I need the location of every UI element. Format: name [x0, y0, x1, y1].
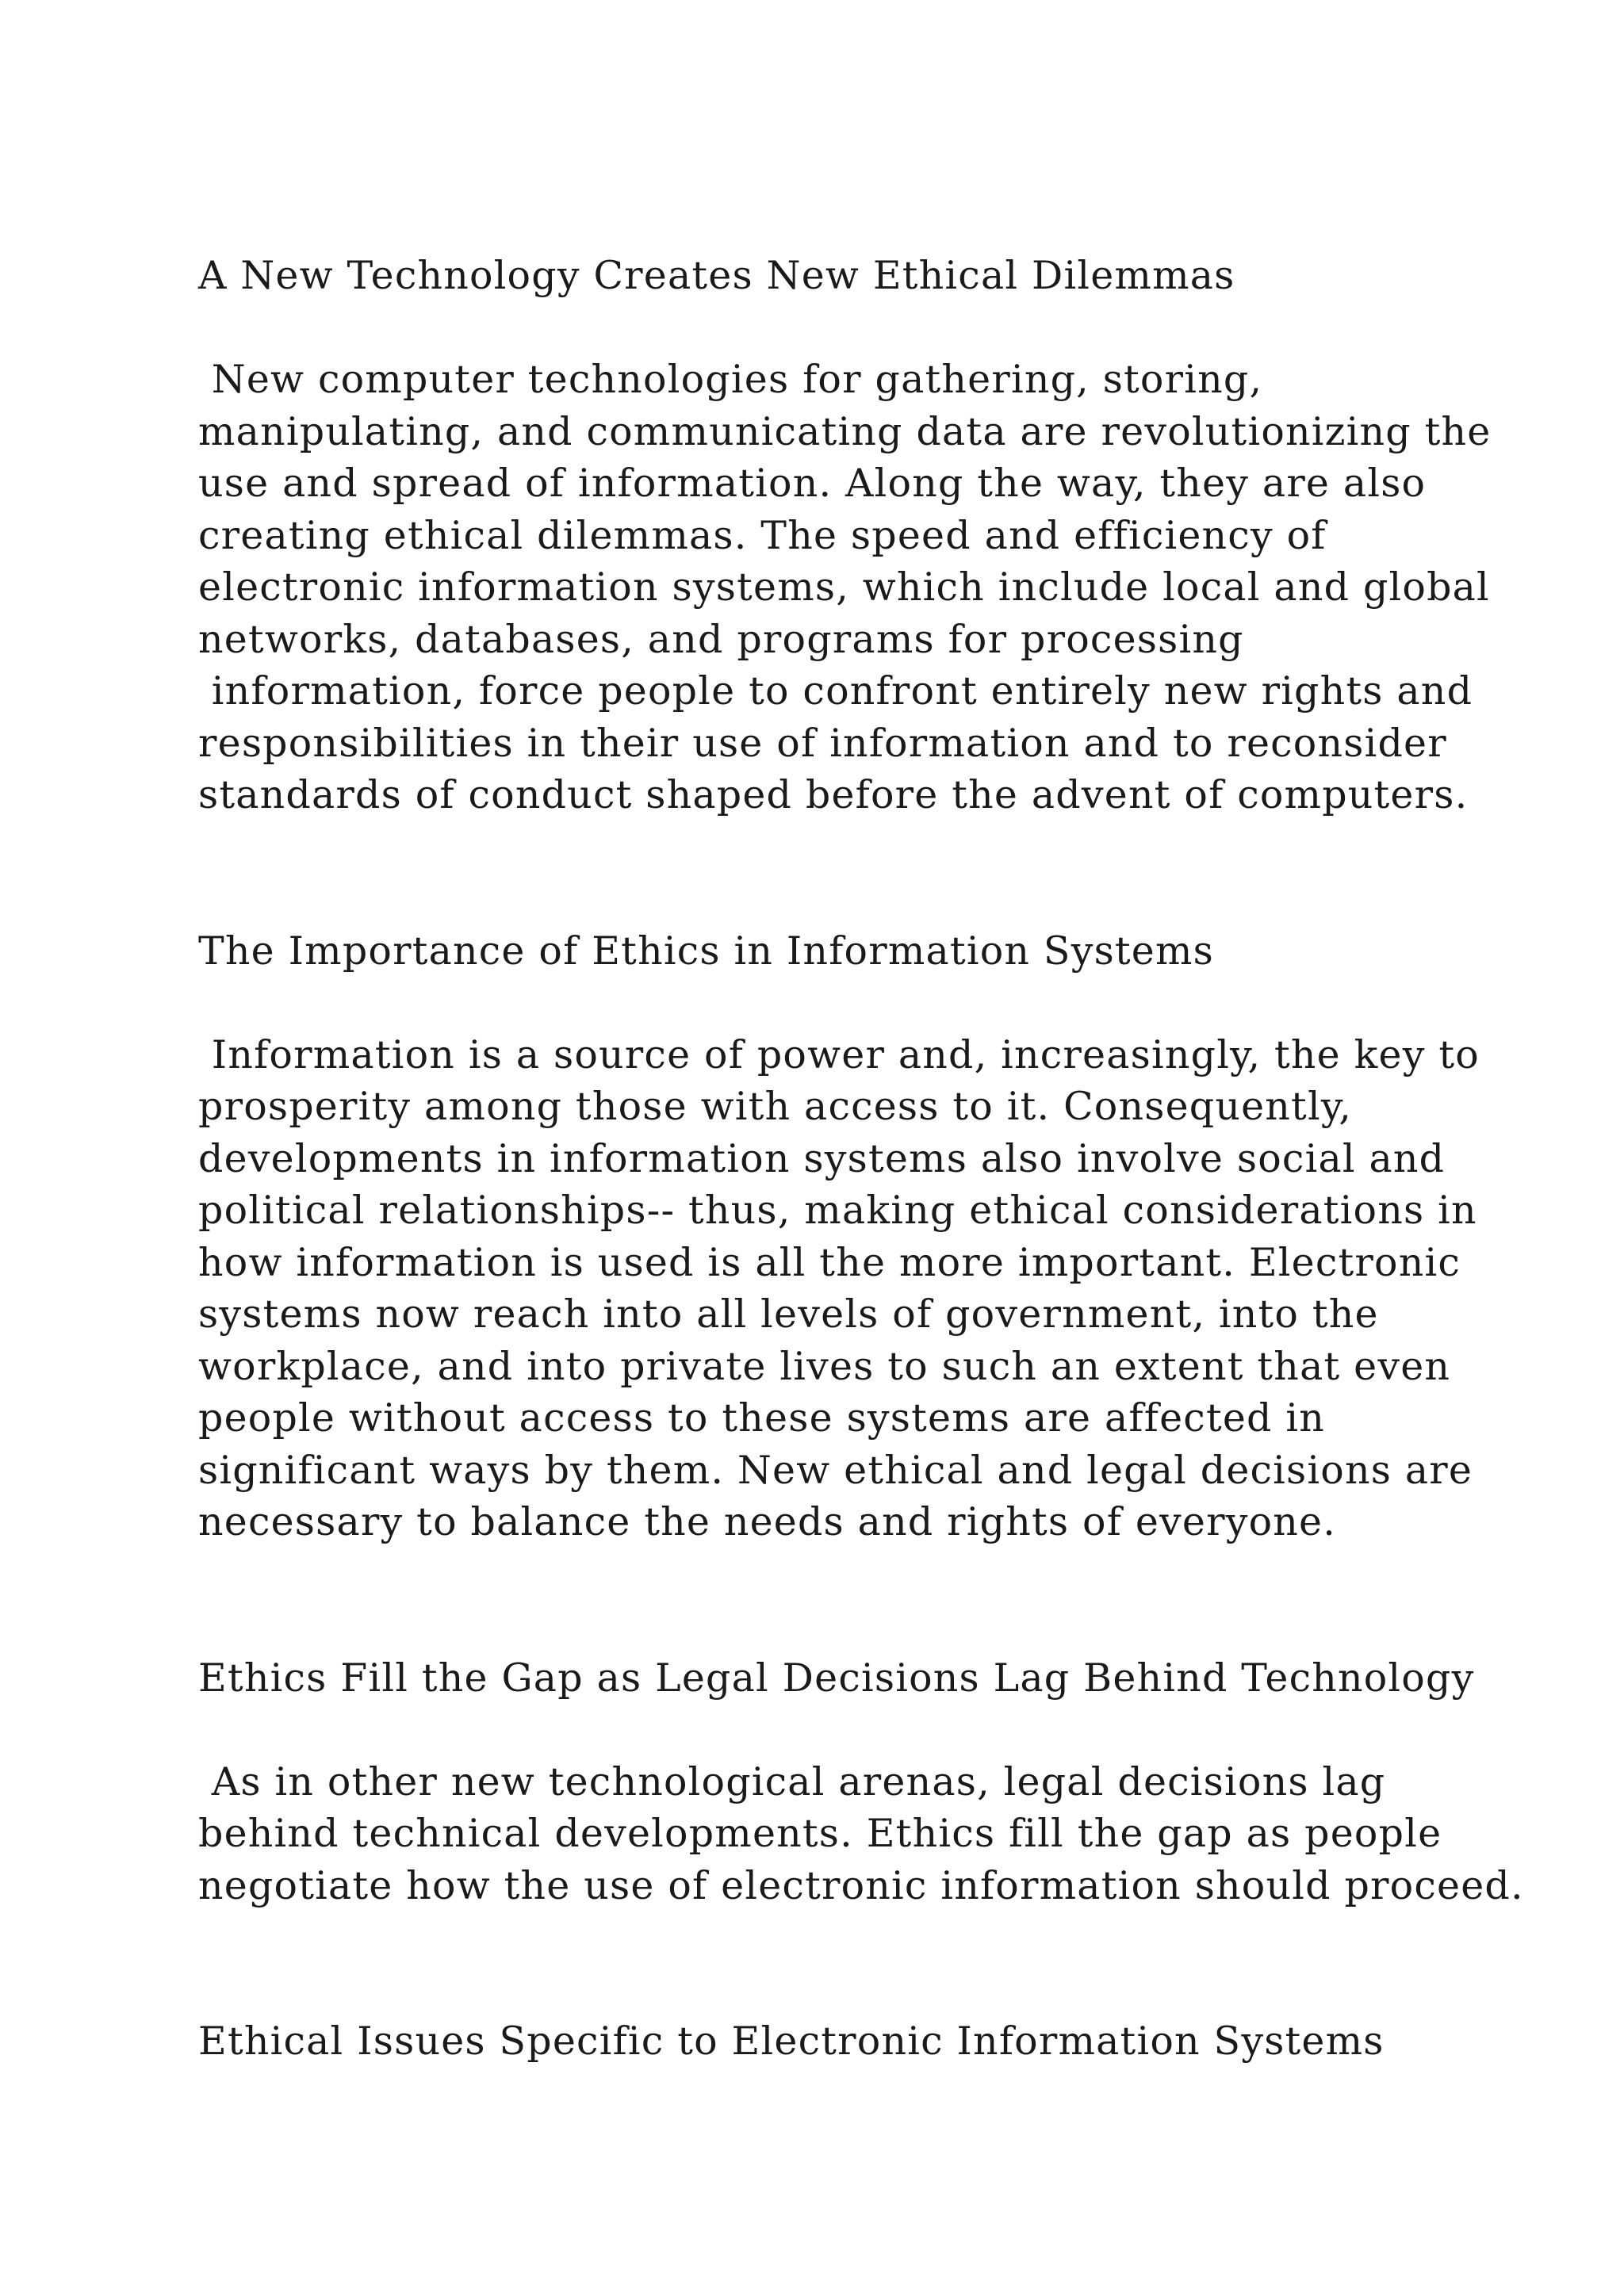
paragraph-line: systems now reach into all levels of government, into the: [198, 1292, 1379, 1337]
spacer: [198, 1548, 1546, 1652]
paragraph-line: New computer technologies for gathering, storing,: [198, 357, 1263, 402]
spacer: [198, 1911, 1546, 2015]
spacer: [198, 821, 1546, 925]
paragraph-line: use and spread of information. Along the way, they are also: [198, 461, 1427, 506]
paragraph-line: negotiate how the use of electronic information should proceed.: [198, 1862, 1524, 1908]
paragraph-line: developments in information systems also involve social and: [198, 1135, 1446, 1181]
section-paragraph: [198, 354, 1546, 821]
spacer: [198, 1704, 1546, 1756]
paragraph-line: people without access to these systems are affected in: [198, 1395, 1326, 1441]
section-paragraph: [198, 1029, 1546, 1548]
section-ethical-issues: [198, 2015, 1546, 2068]
section-heading: Ethics Fill the Gap as Legal Decisions Lag Behind Technology: [198, 1655, 1475, 1701]
paragraph-line: Information is a source of power and, increasingly, the key to: [198, 1031, 1480, 1077]
section-heading: A New Technology Creates New Ethical Dilemmas: [198, 253, 1235, 298]
section-ethics-fill-gap: [198, 1652, 1546, 1912]
paragraph-line: standards of conduct shaped before the advent of computers.: [198, 772, 1469, 817]
document-body: [198, 250, 1546, 2068]
spacer: [198, 302, 1546, 354]
paragraph-line: networks, databases, and programs for processing: [198, 616, 1244, 662]
paragraph-line: manipulating, and communicating data are revolutionizing the: [198, 408, 1492, 454]
paragraph-line: how information is used is all the more important. Electronic: [198, 1239, 1461, 1285]
paragraph-line: electronic information systems, which include local and global: [198, 564, 1490, 610]
spacer: [198, 977, 1546, 1029]
paragraph-line: political relationships-- thus, making ethical considerations in: [198, 1188, 1477, 1233]
paragraph-line: creating ethical dilemmas. The speed and efficiency of: [198, 512, 1327, 558]
paragraph-line: responsibilities in their use of information and to reconsider: [198, 720, 1447, 766]
paragraph-line: information, force people to confront entirely new rights and: [198, 668, 1473, 714]
section-heading: Ethical Issues Specific to Electronic Information Systems: [198, 2019, 1385, 2064]
paragraph-line: necessary to balance the needs and rights of everyone.: [198, 1499, 1337, 1544]
section-importance-of-ethics: [198, 925, 1546, 1548]
section-paragraph: [198, 1756, 1546, 1912]
paragraph-line: workplace, and into private lives to such an extent that even: [198, 1343, 1451, 1389]
paragraph-line: behind technical developments. Ethics fill the gap as people: [198, 1811, 1442, 1856]
section-heading: The Importance of Ethics in Information Systems: [198, 928, 1215, 974]
section-new-technology: [198, 250, 1546, 821]
paragraph-line: As in other new technological arenas, legal decisions lag: [198, 1758, 1386, 1804]
paragraph-line: prosperity among those with access to it. Consequently,: [198, 1084, 1352, 1129]
paragraph-line: significant ways by them. New ethical and legal decisions are: [198, 1447, 1473, 1493]
